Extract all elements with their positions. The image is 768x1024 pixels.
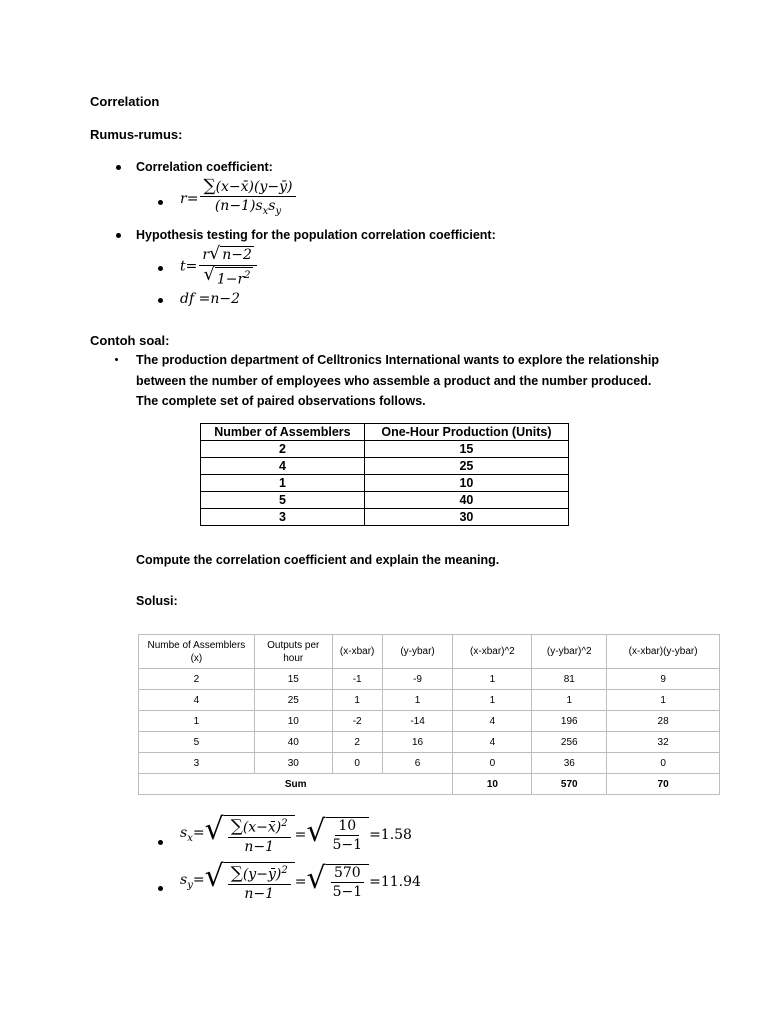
bullet-dot [116,165,121,170]
cell: 1 [453,690,532,711]
bullet-dot [158,886,163,891]
t-statistic-formula: t= r √ n−2 √ $1-r^2$ [180,246,259,287]
cell: 40 [254,732,332,753]
solution-heading: Solusi: [136,594,178,608]
table-header: (y-ybar)^2 [532,635,607,669]
cell: -2 [332,711,382,732]
table-header: (x-xbar)^2 [453,635,532,669]
solution-table [138,634,720,795]
cell: 9 [607,669,720,690]
cell: 0 [332,753,382,774]
hypothesis-label: Hypothesis testing for the population correlation coefficient: [136,228,496,242]
cell: 4 [453,732,532,753]
cell: 28 [607,711,720,732]
table-header: Numbe of Assemblers (x) [139,635,255,669]
table-header: Outputs per hour [254,635,332,669]
sy-formula: $s_y=$ √ $\frac{\sum(y-ȳ)^2}{n-1}$ = √ $\frac{570}{5-1}$ =11.94 [180,859,421,902]
corr-coef-label: Correlation coefficient: [136,160,273,174]
bullet-dot [158,200,163,205]
table-row [201,441,569,458]
table-row [201,492,569,509]
question-text: Compute the correlation coefficient and explain the meaning. [136,553,500,567]
sum-row [139,774,720,795]
sum-value: 570 [532,774,607,795]
sy-numerator: 570 [331,865,364,883]
table-header: One-Hour Production (Units) [364,424,568,441]
bullet-dot [158,298,163,303]
cell: 1 [382,690,453,711]
cell: 4 [453,711,532,732]
cell: 1 [332,690,382,711]
cell: 0 [607,753,720,774]
table-header: (x-xbar) [332,635,382,669]
cell: 2 [201,441,365,458]
cell: 81 [532,669,607,690]
correlation-formula: r= $\frac{\sum(x-x̄)(y-ȳ)}{(n-1)s_xs_y}$ [180,178,298,220]
cell: 1 [532,690,607,711]
table-row [139,732,720,753]
table-header: (y-ybar) [382,635,453,669]
table-row [201,475,569,492]
cell: -9 [382,669,453,690]
cell: 30 [364,509,568,526]
cell: 1 [139,711,255,732]
bullet-dot [158,840,163,845]
example-heading: Contoh soal: [90,333,170,348]
cell: 36 [532,753,607,774]
table-row [139,690,720,711]
cell: 4 [139,690,255,711]
cell: -14 [382,711,453,732]
bullet-dot [116,233,121,238]
cell: 196 [532,711,607,732]
cell: 1 [607,690,720,711]
cell: 3 [139,753,255,774]
sum-value: 10 [453,774,532,795]
cell: 32 [607,732,720,753]
table-row [201,509,569,526]
cell: 40 [364,492,568,509]
sum-value: 70 [607,774,720,795]
sx-numerator: 10 [335,818,359,836]
table-row [139,669,720,690]
table-row [139,711,720,732]
cell: 15 [254,669,332,690]
df-formula: df =n−2 [180,291,240,307]
cell: 3 [201,509,365,526]
cell: 5 [201,492,365,509]
page-title: Correlation [90,94,160,109]
cell: 2 [139,669,255,690]
sy-value: =11.94 [369,873,421,890]
problem-text: The production department of Celltronics International wants to explore the relationship between the number of employees who assemble a product and the number produced. The complete set of paired observations follows. [136,353,659,408]
cell: 6 [382,753,453,774]
cell: 30 [254,753,332,774]
cell: -1 [332,669,382,690]
cell: 16 [382,732,453,753]
cell: 1 [201,475,365,492]
sy-denominator: 5−1 [332,883,363,900]
cell: 2 [332,732,382,753]
table-header: Number of Assemblers [201,424,365,441]
table-row [139,753,720,774]
formulas-heading: Rumus-rumus: [90,127,183,142]
cell: 0 [453,753,532,774]
cell: 1 [453,669,532,690]
table-row [201,458,569,475]
cell: 5 [139,732,255,753]
observations-table [200,423,569,526]
cell: 4 [201,458,365,475]
sum-label: Sum [139,774,453,795]
cell: 10 [364,475,568,492]
sx-formula: $s_x=$ √ $\frac{\sum(x-x̄)^2}{n-1}$ = √ $\frac{10}{5-1}$ =1.58 [180,812,412,855]
bullet-dot [158,266,163,271]
bullet-dot [115,358,118,361]
cell: 10 [254,711,332,732]
cell: 256 [532,732,607,753]
sx-denominator: 5−1 [332,836,363,853]
sx-value: =1.58 [369,826,412,843]
cell: 25 [364,458,568,475]
cell: 25 [254,690,332,711]
table-header: (x-xbar)(y-ybar) [607,635,720,669]
cell: 15 [364,441,568,458]
